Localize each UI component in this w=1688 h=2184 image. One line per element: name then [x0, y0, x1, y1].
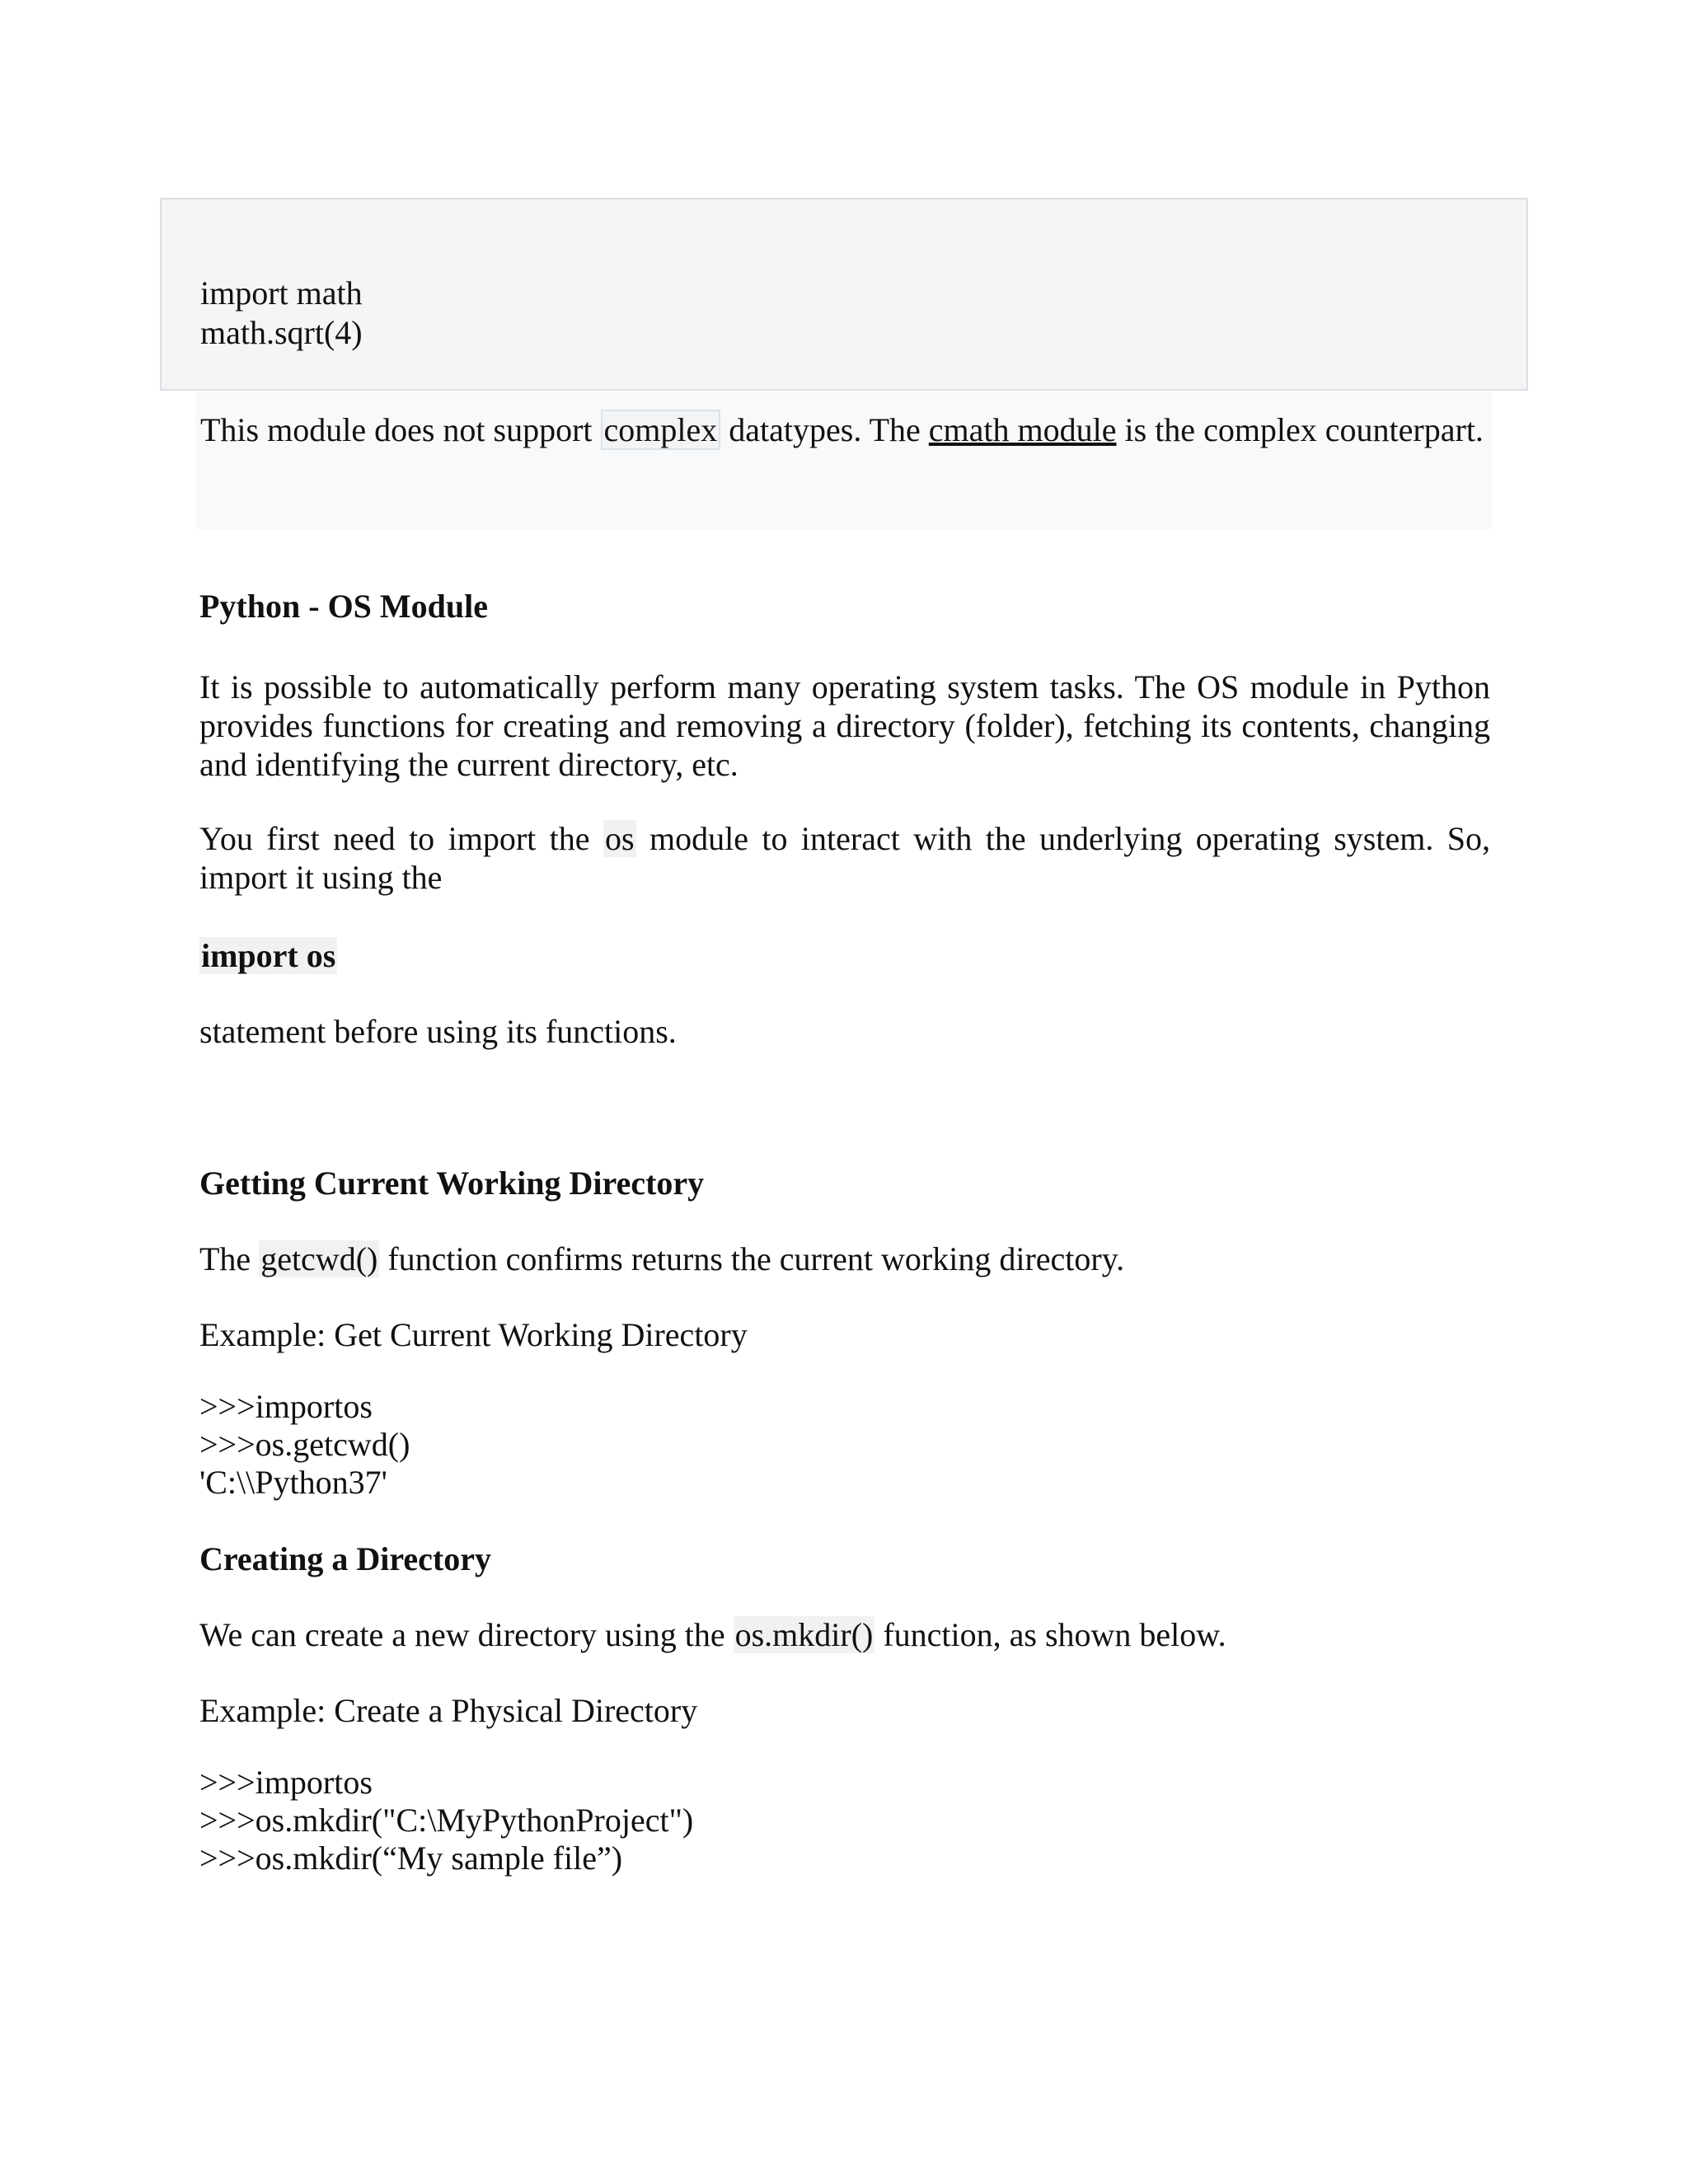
heading-os-module: Python - OS Module: [199, 588, 489, 625]
mkdir-example-line: >>>os.mkdir(“My sample file”): [199, 1840, 623, 1877]
mkdir-example-label: Example: Create a Physical Directory: [199, 1692, 698, 1729]
import-os-code: import os: [201, 937, 336, 974]
code-line: import math: [200, 274, 363, 312]
cwd-example-label: Example: Get Current Working Directory: [199, 1316, 748, 1353]
import-os-statement: [199, 936, 337, 975]
heading-mkdir: Creating a Directory: [199, 1540, 491, 1577]
inline-code-complex: complex: [601, 410, 721, 450]
mkdir-description: [199, 1615, 1226, 1654]
para2-prefix: You first need to import the: [199, 820, 603, 857]
note-middle: datatypes. The: [720, 411, 929, 448]
heading-cwd: Getting Current Working Directory: [199, 1165, 705, 1202]
mkdir-desc-prefix: We can create a new directory using the: [199, 1616, 734, 1653]
cwd-desc-prefix: The: [199, 1240, 260, 1277]
inline-code-getcwd: getcwd(): [260, 1240, 378, 1277]
cwd-desc-suffix: function confirms returns the current working directory.: [379, 1240, 1125, 1277]
code-line: math.sqrt(4): [200, 314, 363, 351]
mkdir-example-line: >>>os.mkdir("C:\MyPythonProject"): [199, 1802, 694, 1839]
after-import-text: statement before using its functions.: [199, 1013, 677, 1050]
paragraph-import-os: [199, 819, 1490, 897]
cwd-description: [199, 1240, 1124, 1278]
note-suffix: is the complex counterpart.: [1116, 411, 1484, 448]
note-text: [200, 410, 1484, 450]
note-block: [195, 392, 1493, 529]
cwd-example-line: >>>importos: [199, 1388, 373, 1425]
note-prefix: This module does not support: [200, 411, 601, 448]
paragraph-os-intro: It is possible to automatically perform many operating system tasks. The OS module in Python provides functions for creating and removing a directory (folder), fetching its contents, changing and identifying the current directory, etc.: [199, 668, 1490, 783]
cwd-example-line: >>>os.getcwd(): [199, 1426, 410, 1463]
para2-suffix: module to interact with the underlying operating system. So, import it using the: [199, 820, 1490, 896]
mkdir-example-line: >>>importos: [199, 1764, 373, 1801]
cmath-module-link[interactable]: cmath module: [928, 411, 1117, 448]
code-block: [160, 198, 1528, 391]
inline-code-mkdir: os.mkdir(): [734, 1616, 874, 1653]
cwd-example-line: 'C:\\Python37': [199, 1464, 387, 1501]
inline-code-os: os: [604, 820, 635, 857]
mkdir-desc-suffix: function, as shown below.: [874, 1616, 1226, 1653]
